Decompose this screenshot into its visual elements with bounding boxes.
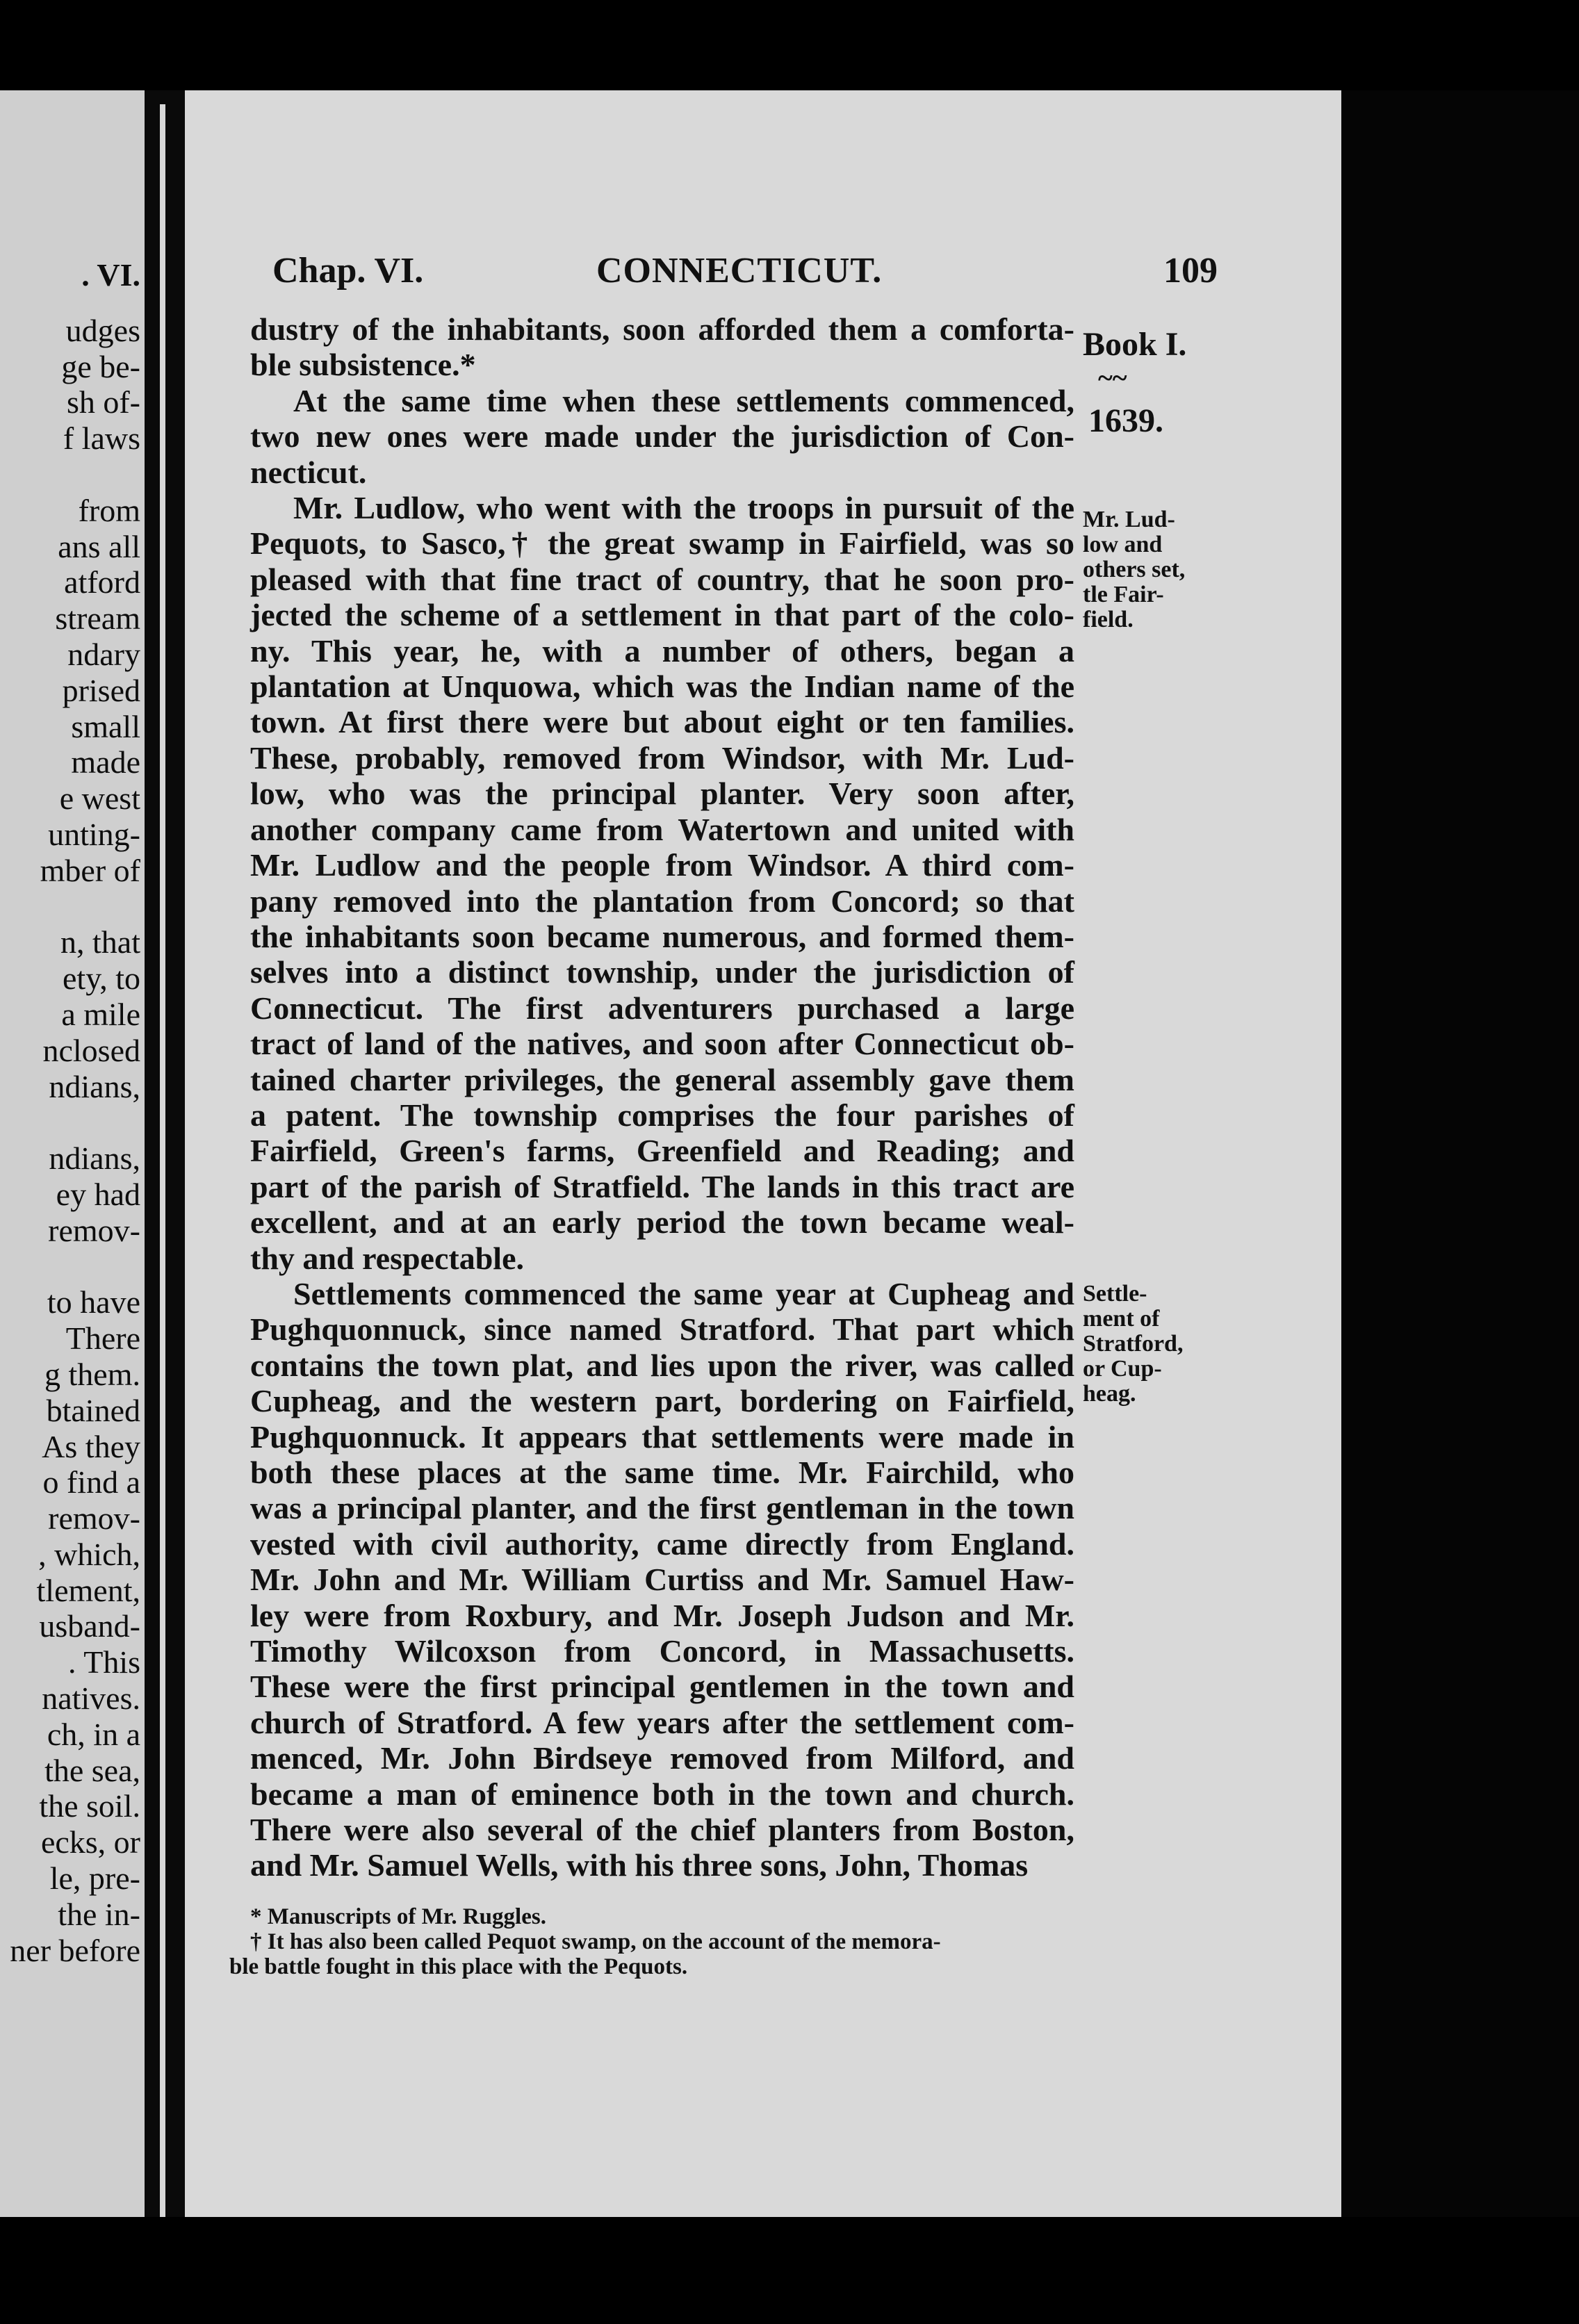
left-page-line: ch, in a — [47, 1716, 140, 1752]
left-page-line: ner before — [10, 1932, 140, 1968]
body-line: necticut. — [250, 454, 367, 490]
left-page-line: o find a — [42, 1464, 140, 1500]
body-line: Mr. Ludlow, who went with the troops in pursuit of the — [293, 490, 1074, 526]
left-page-line: the sea, — [44, 1752, 140, 1788]
margin-note-stratford-line: ment of — [1083, 1306, 1160, 1332]
left-page-text — [1, 257, 140, 1968]
left-page-line: remov- — [48, 1500, 140, 1537]
body-line: Timothy Wilcoxson from Concord, in Massachusetts. — [250, 1633, 1074, 1669]
left-page-line: . This — [68, 1644, 140, 1680]
body-line: low, who was the principal planter. Very soon after, — [250, 776, 1074, 812]
left-page-line: ey had — [56, 1176, 140, 1212]
body-line: two new ones were made under the jurisdiction of Con- — [250, 418, 1074, 455]
left-page-line: remov- — [48, 1212, 140, 1248]
body-line: another company came from Watertown and united with — [250, 811, 1074, 847]
body-line: tract of land of the natives, and soon after Connecticut ob- — [250, 1026, 1074, 1062]
left-page-line: small — [71, 708, 140, 744]
body-line: thy and respectable. — [250, 1240, 524, 1276]
body-line: the inhabitants soon became numerous, and formed them- — [250, 918, 1074, 954]
gutter-page-edge — [160, 104, 165, 2217]
body-line: church of Stratford. A few years after the settlement com- — [250, 1704, 1074, 1740]
left-page-line: ans all — [58, 528, 140, 564]
body-line: Pequots, to Sasco,† the great swamp in Fairfield, was so — [250, 525, 1074, 562]
body-line: There were also several of the chief planters from Boston, — [250, 1812, 1074, 1848]
body-line: These, probably, removed from Windsor, with Mr. Lud- — [250, 739, 1074, 776]
margin-note-stratford-line: or Cup- — [1083, 1356, 1162, 1382]
chapter-label: Chap. VI. — [272, 251, 424, 290]
body-line: These were the first principal gentlemen in the town and — [250, 1669, 1074, 1705]
body-line: Connecticut. The first adventurers purchased a large — [250, 990, 1074, 1026]
left-page-line: ety, to — [63, 960, 140, 997]
main-text — [250, 311, 1074, 1883]
left-page-line: natives. — [42, 1680, 140, 1717]
body-line: town. At first there were but about eight or ten families. — [250, 704, 1074, 740]
left-page-line: udges — [65, 312, 140, 348]
body-line: excellent, and at an early period the town became weal- — [250, 1204, 1074, 1241]
body-line: a patent. The township comprises the four parishes of — [250, 1097, 1074, 1133]
body-line: part of the parish of Stratfield. The lands in this tract are — [250, 1168, 1074, 1204]
body-line: both these places at the same time. Mr. Fairchild, who — [250, 1455, 1074, 1490]
body-line: menced, Mr. John Birdseye removed from Milford, and — [250, 1740, 1074, 1776]
left-page-line: from — [78, 492, 140, 528]
left-page-line: f laws — [63, 420, 140, 457]
left-page-line: tlement, — [36, 1572, 140, 1608]
margin-note-ludlow-line: Mr. Lud- — [1083, 507, 1175, 532]
left-page-line — [1, 457, 140, 493]
left-page-line: ndians, — [49, 1068, 140, 1104]
body-line: became a man of eminence both in the town and church. — [250, 1776, 1074, 1812]
body-line: At the same time when these settlements commenced, — [293, 382, 1074, 418]
dark-border — [1341, 90, 1579, 2217]
margin-note-ludlow-line: field. — [1083, 607, 1134, 632]
left-page-header: . VI. — [81, 257, 140, 293]
body-line: pany removed into the plantation from Concord; so that — [250, 883, 1074, 919]
running-head — [272, 250, 1218, 299]
body-line: ny. This year, he, with a number of others, began a — [250, 632, 1074, 669]
left-page-line — [1, 889, 140, 925]
left-page-line — [1, 1104, 140, 1140]
body-line: Mr. Ludlow and the people from Windsor. A third com- — [250, 847, 1074, 883]
left-page-line: made — [71, 744, 140, 780]
body-line: contains the town plat, and lies upon the river, was called — [250, 1347, 1074, 1383]
left-page-line: There — [65, 1320, 140, 1357]
margin-note-ludlow — [1083, 507, 1222, 632]
left-page-line: unting- — [48, 816, 140, 852]
body-line: tained charter privileges, the general assembly gave them — [250, 1061, 1074, 1097]
left-page-line: ecks, or — [40, 1824, 140, 1860]
margin-note-stratford-line: Stratford, — [1083, 1331, 1184, 1357]
page-number: 109 — [1163, 251, 1218, 290]
left-page-line: ge be- — [61, 348, 140, 384]
margin-note-stratford-line: Settle- — [1083, 1281, 1147, 1307]
left-page-line: ndary — [67, 636, 140, 672]
left-page-line: the soil. — [39, 1788, 140, 1824]
body-line: ble subsistence.* — [250, 347, 476, 383]
body-line: was a principal planter, and the first gentleman in the town — [250, 1490, 1074, 1526]
body-line: ley were from Roxbury, and Mr. Joseph Judson and Mr. — [250, 1597, 1074, 1633]
footnotes — [229, 1904, 1077, 1979]
body-line: pleased with that fine tract of country, that he soon pro- — [250, 561, 1074, 597]
left-page-line: to have — [47, 1284, 140, 1320]
left-page-line: ndians, — [49, 1140, 140, 1177]
margin-note-ludlow-line: tle Fair- — [1083, 582, 1164, 607]
left-page-line: n, that — [60, 924, 140, 960]
margin-year: 1639. — [1088, 402, 1163, 439]
margin-note-ludlow-line: low and — [1083, 532, 1163, 557]
left-page — [0, 90, 145, 2217]
left-page-line: le, pre- — [49, 1860, 140, 1897]
margin-book-label: Book I. — [1083, 326, 1187, 363]
left-page-line: , which, — [38, 1536, 140, 1572]
left-page-line: nclosed — [42, 1032, 140, 1068]
page-title: CONNECTICUT. — [596, 251, 883, 290]
body-line: Cupheag, and the western part, bordering on Fairfield, — [250, 1383, 1074, 1419]
left-page-line: btained — [46, 1392, 140, 1428]
left-page-line: usband- — [39, 1608, 140, 1644]
left-page-line — [1, 1249, 140, 1285]
body-line: and Mr. Samuel Wells, with his three sons, John, Thomas — [250, 1847, 1029, 1883]
footnote-1: * Manuscripts of Mr. Ruggles. — [250, 1904, 546, 1929]
left-page-line: stream — [55, 600, 140, 637]
body-line: plantation at Unquowa, which was the Indian name of the — [250, 669, 1074, 705]
body-line: Settlements commenced the same year at Cupheag and — [293, 1275, 1074, 1311]
margin-swash-ornament: ~~ — [1098, 362, 1127, 393]
body-line: dustry of the inhabitants, soon afforded them a comforta- — [250, 311, 1074, 347]
body-line: vested with civil authority, came directly from England. — [250, 1525, 1074, 1562]
left-page-line: a mile — [61, 996, 140, 1032]
margin-note-stratford — [1083, 1282, 1222, 1407]
left-page-line: As they — [42, 1428, 140, 1464]
left-page-line: the in- — [58, 1896, 140, 1932]
footnote-2-line-1: † It has also been called Pequot swamp, on the account of the memora- — [250, 1929, 941, 1954]
body-line: Fairfield, Green's farms, Greenfield and Reading; and — [250, 1133, 1074, 1169]
margin-note-stratford-line: heag. — [1083, 1381, 1136, 1407]
left-page-line: sh of- — [66, 384, 140, 420]
left-page-line: mber of — [40, 852, 140, 888]
body-line: selves into a distinct township, under the jurisdiction of — [250, 954, 1074, 990]
left-page-line: e west — [59, 780, 140, 817]
left-page-line: g them. — [44, 1356, 140, 1392]
left-page-line: prised — [62, 672, 140, 708]
body-line: Pughquonnuck, since named Stratford. That part which — [250, 1311, 1074, 1348]
footnote-2-line-2: ble battle fought in this place with the Pequots. — [229, 1954, 688, 1979]
margin-note-ludlow-line: others set, — [1083, 557, 1186, 582]
body-line: Pughquonnuck. It appears that settlements were made in — [250, 1418, 1074, 1455]
left-page-line: atford — [64, 564, 140, 600]
body-line: jected the scheme of a settlement in that part of the colo- — [250, 597, 1074, 633]
body-line: Mr. John and Mr. William Curtiss and Mr. Samuel Haw- — [250, 1562, 1074, 1598]
